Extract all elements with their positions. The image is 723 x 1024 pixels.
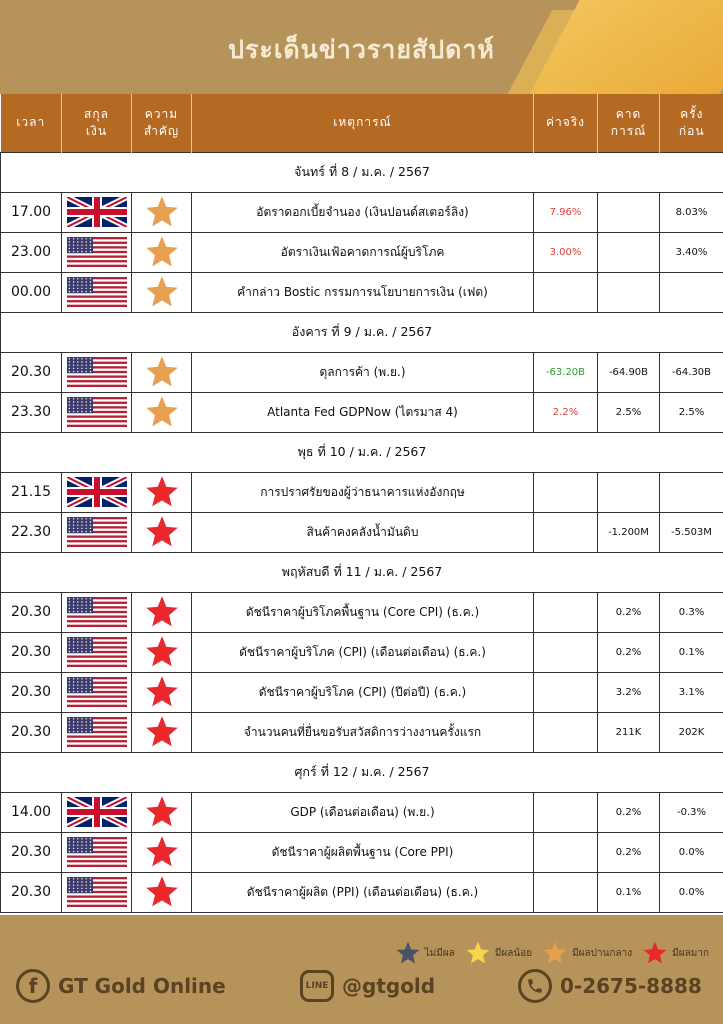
table-row xyxy=(1,352,723,392)
actual-value xyxy=(534,712,598,752)
previous-value: -5.503M xyxy=(660,512,723,552)
actual-value: 7.96% xyxy=(534,192,598,232)
medium-impact-star-icon xyxy=(542,940,568,966)
actual-value: 3.00% xyxy=(534,232,598,272)
importance-rating xyxy=(132,712,192,752)
event-name: ดัชนีราคาผู้ผลิตพื้นฐาน (Core PPI) xyxy=(192,832,534,872)
phone-contact[interactable] xyxy=(518,968,702,1004)
importance-rating xyxy=(132,632,192,672)
table-row xyxy=(1,672,723,712)
actual-value: -63.20B xyxy=(534,352,598,392)
event-name: จำนวนคนที่ยื่นขอรับสวัสดิการว่างงานครั้งแรก xyxy=(192,712,534,752)
day-header-row xyxy=(1,552,723,592)
importance-rating xyxy=(132,472,192,512)
facebook-contact[interactable] xyxy=(16,968,226,1004)
high-impact-star-icon xyxy=(144,474,180,510)
event-name: GDP (เดือนต่อเดือน) (พ.ย.) xyxy=(192,792,534,832)
table-row xyxy=(1,512,723,552)
uk-flag-icon xyxy=(67,477,127,507)
event-name: ดัชนีราคาผู้บริโภค (CPI) (ปีต่อปี) (ธ.ค.) xyxy=(192,672,534,712)
day-label: ศุกร์ ที่ 12 / ม.ค. / 2567 xyxy=(1,752,723,792)
actual-value xyxy=(534,472,598,512)
forecast-value: 0.2% xyxy=(598,792,660,832)
table-row xyxy=(1,272,723,312)
table-header-row xyxy=(1,94,723,152)
table-row xyxy=(1,872,723,912)
header-banner xyxy=(0,0,723,94)
actual-value xyxy=(534,672,598,712)
actual-value xyxy=(534,872,598,912)
actual-value xyxy=(534,512,598,552)
currency-flag xyxy=(62,592,132,632)
event-time: 00.00 xyxy=(1,272,62,312)
us-flag-icon xyxy=(67,717,127,747)
event-time: 23.30 xyxy=(1,392,62,432)
previous-value: 0.1% xyxy=(660,632,723,672)
forecast-value xyxy=(598,272,660,312)
currency-flag xyxy=(62,512,132,552)
medium-impact-star-icon xyxy=(144,234,180,270)
importance-rating xyxy=(132,792,192,832)
high-impact-star-icon xyxy=(144,594,180,630)
event-name: การปราศรัยของผู้ว่าธนาคารแห่งอังกฤษ xyxy=(192,472,534,512)
currency-flag xyxy=(62,232,132,272)
event-name: ดุลการค้า (พ.ย.) xyxy=(192,352,534,392)
importance-rating xyxy=(132,672,192,712)
actual-value xyxy=(534,272,598,312)
day-header-row xyxy=(1,312,723,352)
medium-impact-star-icon xyxy=(144,194,180,230)
currency-flag xyxy=(62,712,132,752)
day-label: จันทร์ ที่ 8 / ม.ค. / 2567 xyxy=(1,152,723,192)
phone-icon xyxy=(518,969,552,1003)
currency-flag xyxy=(62,352,132,392)
importance-rating xyxy=(132,392,192,432)
previous-value: 0.3% xyxy=(660,592,723,632)
high-impact-star-icon xyxy=(144,634,180,670)
event-time: 23.00 xyxy=(1,232,62,272)
forecast-value: -64.90B xyxy=(598,352,660,392)
low-impact-star-icon xyxy=(465,940,491,966)
previous-value: 202K xyxy=(660,712,723,752)
forecast-value: 211K xyxy=(598,712,660,752)
previous-value: 0.0% xyxy=(660,832,723,872)
impact-legend xyxy=(395,938,715,968)
uk-flag-icon xyxy=(67,197,127,227)
high-impact-star-icon xyxy=(144,714,180,750)
high-impact-star-icon xyxy=(144,794,180,830)
day-header-row xyxy=(1,152,723,192)
forecast-value: 0.1% xyxy=(598,872,660,912)
importance-rating xyxy=(132,272,192,312)
event-time: 20.30 xyxy=(1,592,62,632)
table-row xyxy=(1,632,723,672)
previous-value xyxy=(660,472,723,512)
event-name: ดัชนีราคาผู้บริโภคพื้นฐาน (Core CPI) (ธ.ค.) xyxy=(192,592,534,632)
importance-rating xyxy=(132,192,192,232)
importance-rating xyxy=(132,512,192,552)
legend-label-medium-impact: มีผลปานกลาง xyxy=(572,947,633,959)
previous-value: -0.3% xyxy=(660,792,723,832)
event-time: 22.30 xyxy=(1,512,62,552)
actual-value xyxy=(534,632,598,672)
event-name: Atlanta Fed GDPNow (ไตรมาส 4) xyxy=(192,392,534,432)
previous-value: 3.1% xyxy=(660,672,723,712)
actual-value: 2.2% xyxy=(534,392,598,432)
high-impact-star-icon xyxy=(144,514,180,550)
facebook-page-name[interactable]: GT Gold Online xyxy=(58,974,226,998)
forecast-value: 0.2% xyxy=(598,592,660,632)
forecast-value xyxy=(598,472,660,512)
actual-value xyxy=(534,592,598,632)
day-label: อังคาร ที่ 9 / ม.ค. / 2567 xyxy=(1,312,723,352)
table-body xyxy=(1,152,723,912)
event-time: 20.30 xyxy=(1,832,62,872)
us-flag-icon xyxy=(67,877,127,907)
high-impact-star-icon xyxy=(144,874,180,910)
importance-rating xyxy=(132,872,192,912)
phone-number[interactable]: 0-2675-8888 xyxy=(560,974,702,998)
forecast-value: 2.5% xyxy=(598,392,660,432)
event-name: ดัชนีราคาผู้ผลิต (PPI) (เดือนต่อเดือน) (ธ.ค.) xyxy=(192,872,534,912)
column-header-previous: ครั้ง ก่อน xyxy=(660,94,723,152)
facebook-icon: f xyxy=(16,969,50,1003)
event-time: 20.30 xyxy=(1,712,62,752)
currency-flag xyxy=(62,872,132,912)
day-label: พุธ ที่ 10 / ม.ค. / 2567 xyxy=(1,432,723,472)
currency-flag xyxy=(62,392,132,432)
high-impact-star-icon xyxy=(642,940,668,966)
previous-value: 2.5% xyxy=(660,392,723,432)
previous-value: 3.40% xyxy=(660,232,723,272)
table-row xyxy=(1,832,723,872)
us-flag-icon xyxy=(67,597,127,627)
event-name: สินค้าคงคลังน้ำมันดิบ xyxy=(192,512,534,552)
legend-label-no-impact: ไม่มีผล xyxy=(424,947,455,959)
event-name: คำกล่าว Bostic กรรมการนโยบายการเงิน (เฟด) xyxy=(192,272,534,312)
no-impact-star-icon xyxy=(395,940,421,966)
column-header-event: เหตุการณ์ xyxy=(192,94,534,152)
column-header-currency: สกุล เงิน xyxy=(62,94,132,152)
table-row xyxy=(1,712,723,752)
us-flag-icon xyxy=(67,237,127,267)
legend-label-high-impact: มีผลมาก xyxy=(672,947,709,959)
importance-rating xyxy=(132,832,192,872)
forecast-value xyxy=(598,232,660,272)
day-header-row xyxy=(1,752,723,792)
previous-value: 8.03% xyxy=(660,192,723,232)
currency-flag xyxy=(62,792,132,832)
event-time: 20.30 xyxy=(1,672,62,712)
table-row xyxy=(1,232,723,272)
table-row xyxy=(1,472,723,512)
line-app-icon: LINE xyxy=(300,970,334,1002)
importance-rating xyxy=(132,592,192,632)
event-time: 17.00 xyxy=(1,192,62,232)
medium-impact-star-icon xyxy=(144,394,180,430)
us-flag-icon xyxy=(67,837,127,867)
actual-value xyxy=(534,792,598,832)
event-time: 20.30 xyxy=(1,352,62,392)
high-impact-star-icon xyxy=(144,674,180,710)
previous-value: -64.30B xyxy=(660,352,723,392)
us-flag-icon xyxy=(67,517,127,547)
event-time: 14.00 xyxy=(1,792,62,832)
line-id[interactable]: @gtgold xyxy=(342,974,436,998)
event-name: ดัชนีราคาผู้บริโภค (CPI) (เดือนต่อเดือน) (ธ.ค.) xyxy=(192,632,534,672)
event-name: อัตราเงินเฟ้อคาดการณ์ผู้บริโภค xyxy=(192,232,534,272)
table-row xyxy=(1,792,723,832)
us-flag-icon xyxy=(67,277,127,307)
column-header-actual: ค่าจริง xyxy=(534,94,598,152)
actual-value xyxy=(534,832,598,872)
table-row xyxy=(1,392,723,432)
medium-impact-star-icon xyxy=(144,354,180,390)
currency-flag xyxy=(62,672,132,712)
currency-flag xyxy=(62,472,132,512)
forecast-value: 3.2% xyxy=(598,672,660,712)
page-title: ประเด็นข่าวรายสัปดาห์ xyxy=(228,35,495,64)
event-time: 20.30 xyxy=(1,872,62,912)
us-flag-icon xyxy=(67,397,127,427)
currency-flag xyxy=(62,832,132,872)
forecast-value: 0.2% xyxy=(598,632,660,672)
column-header-forecast: คาด การณ์ xyxy=(598,94,660,152)
table-row xyxy=(1,192,723,232)
day-header-row xyxy=(1,432,723,472)
us-flag-icon xyxy=(67,357,127,387)
importance-rating xyxy=(132,232,192,272)
us-flag-icon xyxy=(67,637,127,667)
event-name: อัตราดอกเบี้ยจำนอง (เงินปอนด์สเตอร์ลิง) xyxy=(192,192,534,232)
high-impact-star-icon xyxy=(144,834,180,870)
economic-calendar-table xyxy=(0,94,723,913)
previous-value: 0.0% xyxy=(660,872,723,912)
currency-flag xyxy=(62,272,132,312)
importance-rating xyxy=(132,352,192,392)
event-time: 21.15 xyxy=(1,472,62,512)
uk-flag-icon xyxy=(67,797,127,827)
forecast-value xyxy=(598,192,660,232)
line-contact[interactable] xyxy=(300,968,435,1004)
legend-label-low-impact: มีผลน้อย xyxy=(494,947,533,959)
day-label: พฤหัสบดี ที่ 11 / ม.ค. / 2567 xyxy=(1,552,723,592)
previous-value xyxy=(660,272,723,312)
currency-flag xyxy=(62,632,132,672)
us-flag-icon xyxy=(67,677,127,707)
medium-impact-star-icon xyxy=(144,274,180,310)
currency-flag xyxy=(62,192,132,232)
column-header-time: เวลา xyxy=(1,94,62,152)
table-row xyxy=(1,592,723,632)
event-time: 20.30 xyxy=(1,632,62,672)
forecast-value: -1.200M xyxy=(598,512,660,552)
forecast-value: 0.2% xyxy=(598,832,660,872)
column-header-importance: ความ สำคัญ xyxy=(132,94,192,152)
